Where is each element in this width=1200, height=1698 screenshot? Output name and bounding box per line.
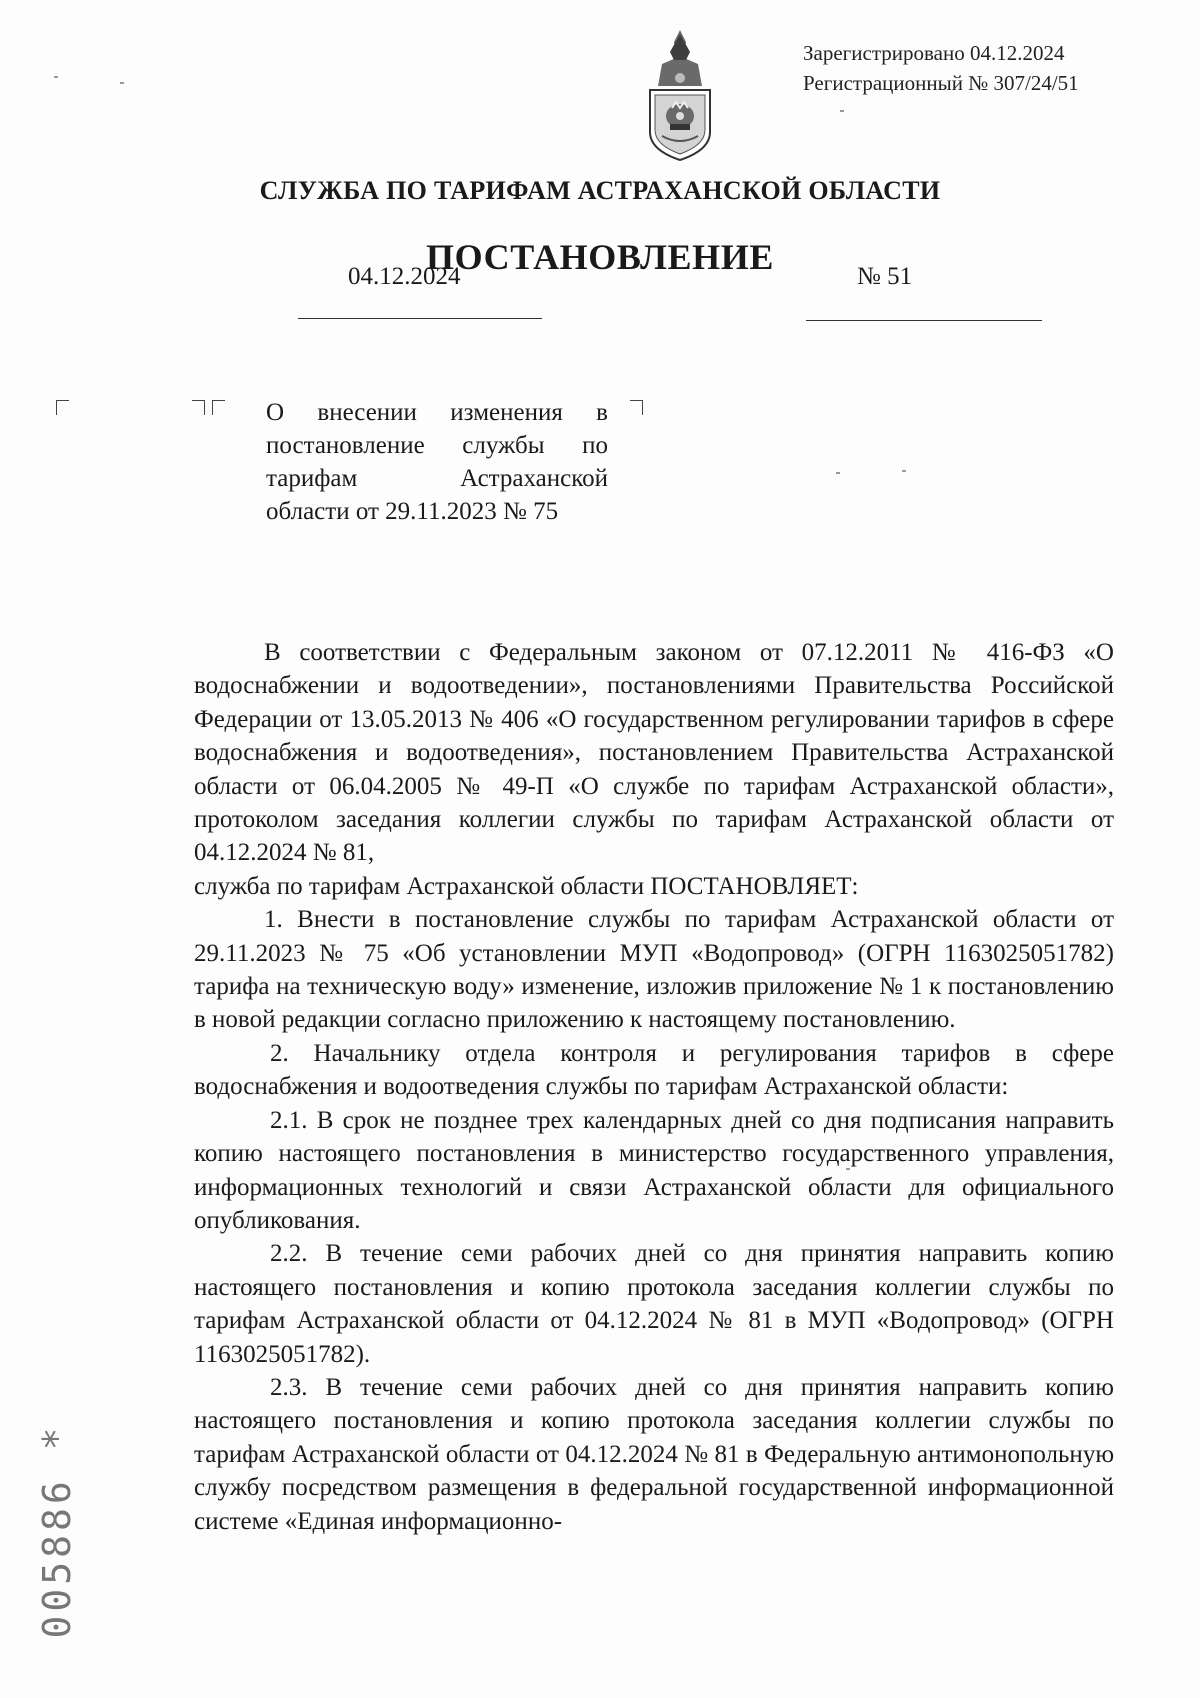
document-type-title: ПОСТАНОВЛЕНИЕ [426,237,774,277]
scan-speck [840,110,844,112]
registration-number: Регистрационный № 307/24/51 [803,71,1079,95]
registration-stamp [803,38,1079,98]
number-underline [806,320,1042,321]
date-underline [298,318,542,319]
item-1-paragraph: 1. Внести в постановление службы по тарифам Астраханской области от 29.11.2023 № 75 «Об установлении МУП «Водопровод» (ОГРН 1163025051782) тарифа на техническую воду» изменение, изложив приложение № 1 к постановлению в новой редакции согласно приложению к настоящему постановлению. [194,906,1114,1034]
preamble-paragraph: В соответствии с Федеральным законом от 07.12.2011 № 416-ФЗ «О водоснабжении и водоотведении», постановлениями Правительства Российской Федерации от 13.05.2013 № 406 «О государственном регулировании тарифов в сфере водоснабжения и водоотведения», постановлением Правительства Астраханской области от 06.04.2005 № 49-П «О службе по тарифам Астраханской области», протоколом заседания коллегии службы по тарифам Астраханской области от 04.12.2024 № 81, [194,639,1114,867]
resolution-statement: служба по тарифам Астраханской области ПОСТАНОВЛЯЕТ: [194,872,859,900]
serial-stamp [22,1423,92,1639]
item-2-2-paragraph: 2.2. В течение семи рабочих дней со дня принятия направить копию настоящего постановления и копию протокола заседания коллегии службы по тарифам Астраханской области от 04.12.2024 № 81 в МУП «Водопровод» (ОГРН 1163025051782). [194,1240,1114,1368]
document-subject [266,396,608,528]
corner-mark-subject-left-inner [212,400,225,415]
item-2-1-paragraph: 2.1. В срок не позднее трех календарных дней со дня подписания направить копию настоящего постановления в министерство государственного управления, информационных технологий и связи Астраханской области для официального опубликования. [194,1106,1114,1234]
corner-mark-left [56,400,69,415]
scan-speck [120,82,124,84]
corner-mark-subject-right [630,400,643,415]
subject-line: области от 29.11.2023 № 75 [266,498,559,525]
organization-title: СЛУЖБА ПО ТАРИФАМ АСТРАХАНСКОЙ ОБЛАСТИ [259,176,941,205]
document-body [194,636,1114,1538]
scan-speck [902,470,906,472]
document-number: № 51 [857,263,913,290]
scan-speck [846,1168,850,1170]
document-date: 04.12.2024 [348,263,461,290]
subject-line: постановление службы по [266,432,608,459]
item-2-3-paragraph: 2.3. В течение семи рабочих дней со дня принятия направить копию настоящего постановления и копию протокола заседания коллегии службы по тарифам Астраханской области от 04.12.2024 № 81 в Федеральную антимонопольную службу посредством размещения в федеральной государственной информационной системе «Единая информационно- [194,1373,1114,1535]
subject-line: тарифам Астраханской [266,465,608,492]
scan-speck [836,472,840,474]
coat-of-arms-icon [640,28,720,162]
item-2-paragraph: 2. Начальнику отдела контроля и регулирования тарифов в сфере водоснабжения и водоотведения службы по тарифам Астраханской области: [194,1039,1114,1101]
corner-mark-subject-left-outer [192,400,205,415]
serial-stamp-text: 005886 * [35,1423,79,1639]
subject-line: О внесении изменения в [266,399,608,426]
registration-date: Зарегистрировано 04.12.2024 [803,41,1065,65]
scan-speck [54,76,58,78]
